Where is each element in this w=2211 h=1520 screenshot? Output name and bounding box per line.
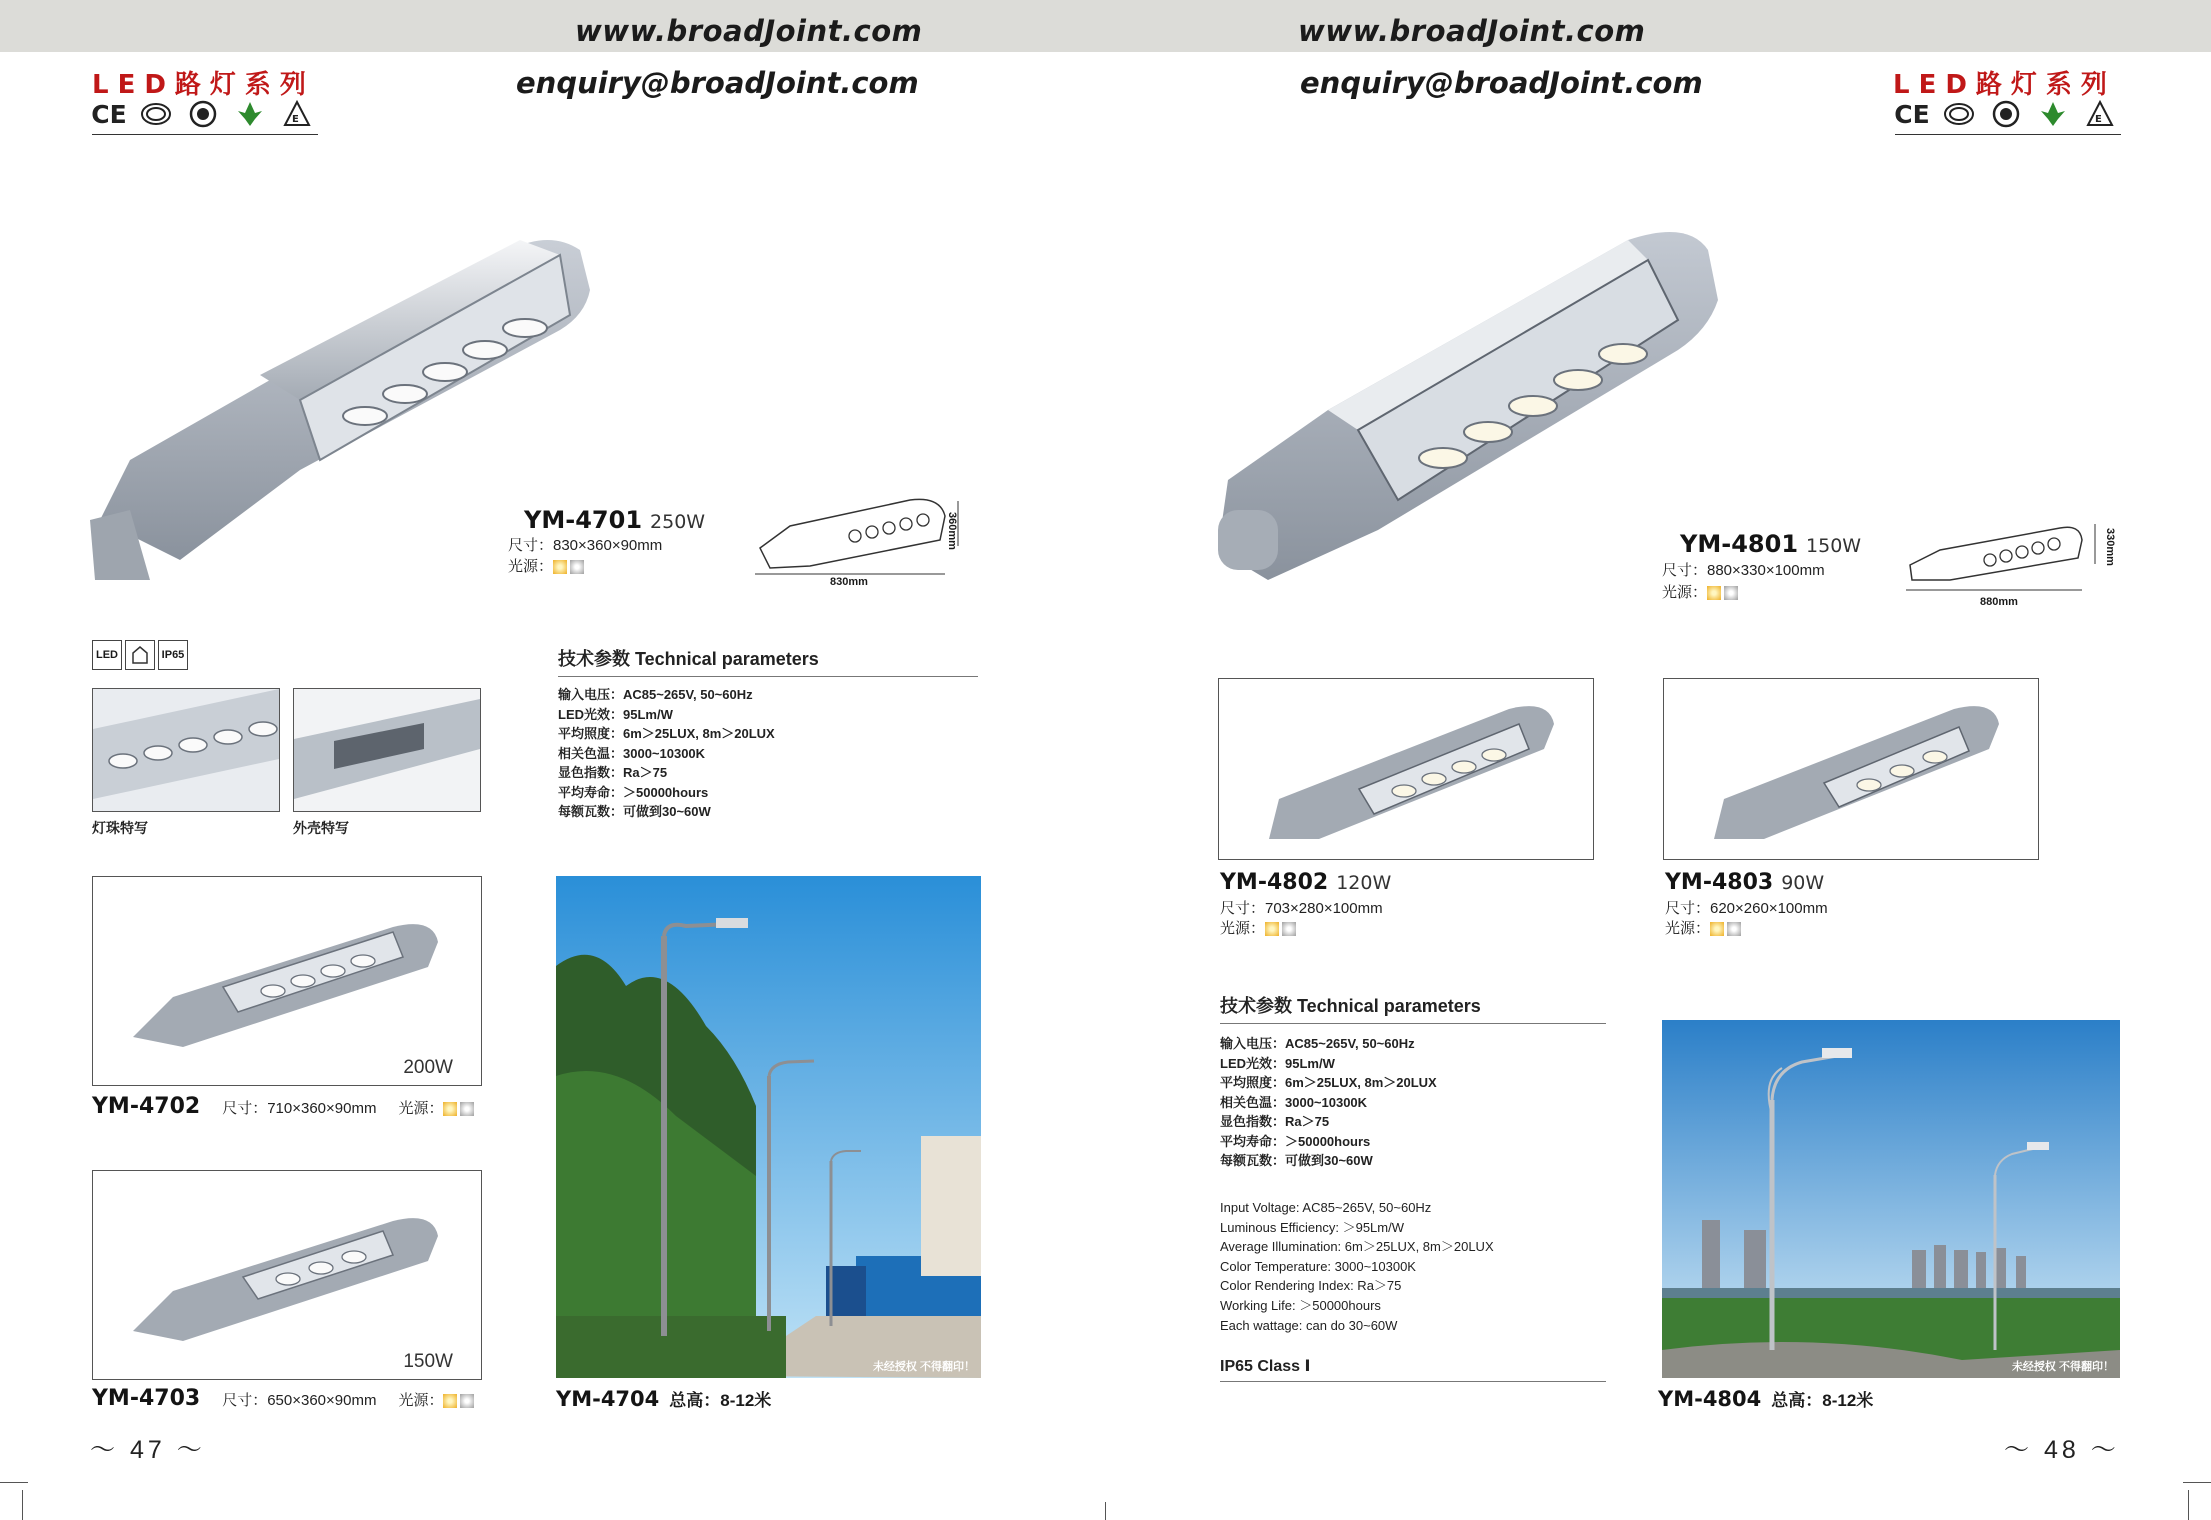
- email-left[interactable]: enquiry@broadJoint.com: [516, 66, 919, 100]
- tech-line: 每额瓦数：可做到30~60W: [1220, 1153, 1373, 1168]
- model-ym4801: YM-4801 150W: [1680, 530, 1862, 558]
- series-title-left: LED路灯系列: [92, 70, 315, 100]
- warm-light-icon: [443, 1102, 457, 1116]
- variant-watt-ym4702: 200W: [403, 1057, 453, 1078]
- crop-mark: [22, 1490, 23, 1520]
- variant-info-ym4702: [92, 1094, 474, 1119]
- variant-size-ym4703: 尺寸：650×360×90mm: [222, 1392, 377, 1409]
- top-banner: [0, 0, 2211, 52]
- tech-line: 显色指数：Ra＞75: [1220, 1114, 1330, 1129]
- crop-mark: [2183, 1482, 2211, 1483]
- tech-line: LED光效：95Lm/W: [558, 706, 673, 722]
- variant-frame-ym4703: [92, 1170, 482, 1380]
- tech-line: 输入电压：AC85~265V, 50~60Hz: [1220, 1036, 1415, 1051]
- tech-params-list-right: [1220, 1034, 1437, 1171]
- dim-height-ym4701: 360mm: [946, 512, 958, 550]
- warm-light-icon: [553, 560, 567, 574]
- variant-frame-ym4702: [92, 876, 482, 1086]
- tech-line: 显色指数：Ra＞75: [558, 765, 668, 780]
- warm-light-icon: [443, 1394, 457, 1408]
- street-photo-ym4804: [1662, 1020, 2120, 1378]
- cool-light-icon: [1727, 922, 1741, 936]
- tech-line-en: Luminous Efficiency: ＞95Lm/W: [1220, 1219, 1404, 1235]
- tech-line: 输入电压：AC85~265V, 50~60Hz: [558, 687, 753, 702]
- tech-line: 平均寿命：＞50000hours: [558, 784, 709, 800]
- variant-model-ym4703: YM-4703: [92, 1386, 201, 1411]
- dim-width-ym4701: 830mm: [830, 576, 868, 588]
- variant-source-ym4802: 光源：: [1220, 918, 1296, 939]
- tech-line: 相关色温：3000~10300K: [558, 745, 706, 761]
- ccc-mark-icon: [139, 99, 173, 129]
- variant-frame-ym4803: [1663, 678, 2039, 860]
- ce-mark-icon: CE: [91, 99, 127, 129]
- eco-circle-icon: [186, 99, 220, 129]
- source-ym4701: 光源：: [508, 556, 584, 577]
- tech-params-title-right: 技术参数 Technical parameters: [1220, 992, 1606, 1024]
- warm-light-icon: [1265, 922, 1279, 936]
- closeup-led-frame: [92, 688, 280, 812]
- feature-badges: [92, 640, 188, 670]
- variant-source-ym4702: 光源：: [398, 1098, 474, 1119]
- cert-row-right: [1895, 98, 2121, 135]
- variant-model-ym4802: YM-4802 120W: [1220, 870, 1392, 895]
- tech-line-en: Input Voltage: AC85~265V, 50~60Hz: [1220, 1200, 1432, 1215]
- ce-mark-icon: CE: [1894, 99, 1930, 129]
- street-height-ym4704: 总高：8-12米: [669, 1391, 772, 1410]
- tech-line: 每额瓦数：可做到30~60W: [558, 804, 711, 819]
- cool-light-icon: [460, 1394, 474, 1408]
- crop-mark: [2188, 1490, 2189, 1520]
- variant-frame-ym4802: [1218, 678, 1594, 860]
- variant-size-ym4802: 尺寸：703×280×100mm: [1220, 900, 1383, 917]
- tech-line: 平均寿命：＞50000hours: [1220, 1133, 1371, 1149]
- cool-light-icon: [1282, 922, 1296, 936]
- eco-circle-icon: [1989, 99, 2023, 129]
- series-title-right: LED路灯系列: [1893, 70, 2116, 100]
- page-number-left: 〜 47 〜: [90, 1436, 206, 1464]
- cool-light-icon: [1724, 586, 1738, 600]
- ip65-badge: IP65: [158, 640, 188, 670]
- tech-line: 平均照度：6m＞25LUX, 8m＞20LUX: [1220, 1075, 1437, 1090]
- size-ym4701: 尺寸：830×360×90mm: [508, 537, 663, 554]
- size-ym4801: 尺寸：880×330×100mm: [1662, 562, 1825, 579]
- tech-line: 平均照度：6m＞25LUX, 8m＞20LUX: [558, 726, 775, 741]
- closeup-housing-caption: 外壳特写: [293, 820, 349, 836]
- svg-text:E: E: [292, 114, 299, 125]
- variant-size-ym4803: 尺寸：620×260×100mm: [1665, 900, 1828, 917]
- street-model-ym4804: YM-4804: [1658, 1387, 1762, 1411]
- tech-line-en: Color Rendering Index: Ra＞75: [1220, 1278, 1402, 1294]
- variant-model-ym4702: YM-4702: [92, 1094, 201, 1119]
- cool-light-icon: [460, 1102, 474, 1116]
- tech-line: 相关色温：3000~10300K: [1220, 1094, 1368, 1110]
- variant-size-ym4702: 尺寸：710×360×90mm: [222, 1100, 377, 1117]
- page-number-right: 〜 48 〜: [2004, 1436, 2120, 1464]
- outdoor-badge-icon: [125, 640, 155, 670]
- crop-mark: [1105, 1502, 1106, 1520]
- green-leaf-icon: [2036, 99, 2070, 129]
- street-height-ym4804: 总高：8-12米: [1771, 1391, 1874, 1410]
- energy-saving-icon: [2083, 99, 2117, 129]
- crop-mark: [0, 1482, 28, 1483]
- tech-params-title-left: 技术参数 Technical parameters: [558, 645, 978, 677]
- watermark-right: 未经授权 不得翻印！: [2011, 1361, 2114, 1373]
- tech-line-en: Average Illumination: 6m＞25LUX, 8m＞20LUX: [1220, 1239, 1494, 1255]
- dim-width-ym4801: 880mm: [1980, 596, 2018, 608]
- variant-source-ym4703: 光源：: [398, 1390, 474, 1411]
- variant-model-ym4803: YM-4803 90W: [1665, 870, 1825, 895]
- tech-line: LED光效：95Lm/W: [1220, 1055, 1335, 1071]
- dim-height-ym4801: 330mm: [2104, 528, 2116, 566]
- energy-saving-icon: [280, 99, 314, 129]
- model-ym4701: YM-4701 250W: [524, 506, 706, 534]
- warm-light-icon: [1710, 922, 1724, 936]
- website-right[interactable]: www.broadJoint.com: [1298, 14, 1646, 48]
- tech-params-list-left: [558, 685, 775, 822]
- street-info-ym4704: [556, 1386, 771, 1411]
- email-right[interactable]: enquiry@broadJoint.com: [1300, 66, 1703, 100]
- watermark-left: 未经授权 不得翻印！: [872, 1361, 975, 1373]
- ip-class-line: IP65 Class Ⅰ: [1220, 1356, 1606, 1382]
- lamp-image-ym4801: [1188, 210, 1828, 580]
- svg-text:E: E: [2095, 114, 2102, 125]
- ccc-mark-icon: [1942, 99, 1976, 129]
- street-photo-ym4704: [556, 876, 981, 1378]
- led-badge-icon: LED: [92, 640, 122, 670]
- tech-line-en: Working Life: ＞50000hours: [1220, 1297, 1381, 1313]
- variant-watt-ym4703: 150W: [403, 1351, 453, 1372]
- street-model-ym4704: YM-4704: [556, 1387, 660, 1411]
- street-info-ym4804: [1658, 1386, 1873, 1411]
- closeup-led-caption: 灯珠特写: [92, 820, 148, 836]
- closeup-housing-frame: [293, 688, 481, 812]
- source-ym4801: 光源：: [1662, 582, 1738, 603]
- green-leaf-icon: [233, 99, 267, 129]
- tech-params-english: [1220, 1198, 1494, 1335]
- variant-info-ym4703: [92, 1386, 474, 1411]
- tech-line-en: Each wattage: can do 30~60W: [1220, 1317, 1398, 1333]
- warm-light-icon: [1707, 586, 1721, 600]
- variant-source-ym4803: 光源：: [1665, 918, 1741, 939]
- website-left[interactable]: www.broadJoint.com: [575, 14, 923, 48]
- cert-row-left: [92, 98, 318, 135]
- tech-line-en: Color Temperature: 3000~10300K: [1220, 1258, 1416, 1274]
- cool-light-icon: [570, 560, 584, 574]
